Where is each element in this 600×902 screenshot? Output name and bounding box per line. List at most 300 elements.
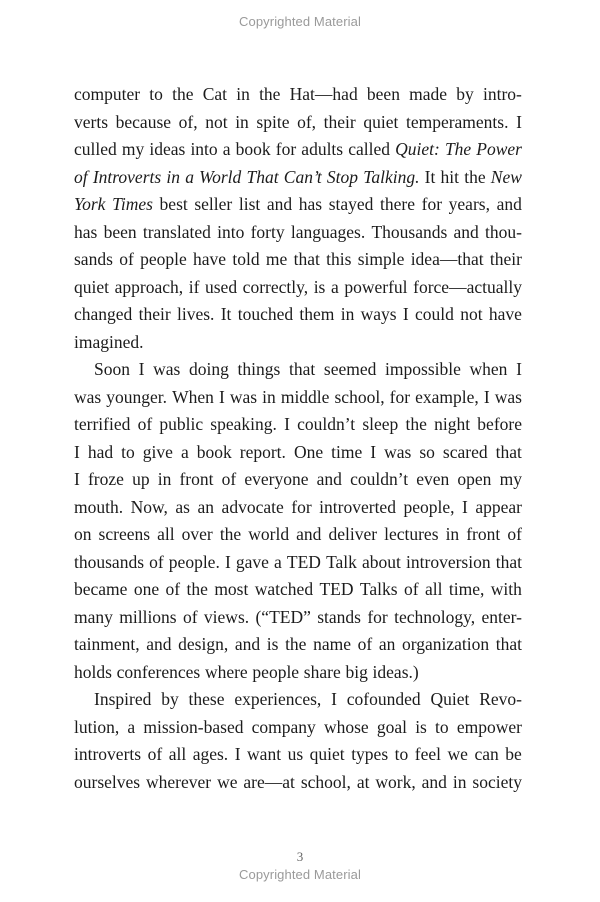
word: people. xyxy=(168,551,220,572)
word: to xyxy=(149,84,163,104)
word: has xyxy=(74,221,98,242)
word: a xyxy=(222,139,231,159)
word: we xyxy=(447,744,468,764)
word: my xyxy=(499,469,522,489)
word: middle xyxy=(280,386,330,407)
word: hit xyxy=(440,166,460,187)
word: share xyxy=(303,661,341,682)
word: verts xyxy=(74,111,109,132)
word: at xyxy=(356,771,370,792)
text-line xyxy=(74,301,522,329)
word: of xyxy=(165,579,181,599)
text-line xyxy=(74,686,522,714)
word: The xyxy=(444,139,472,159)
word: book xyxy=(235,139,271,159)
word: many xyxy=(74,606,113,627)
word: best xyxy=(159,194,188,214)
word: Stop xyxy=(326,166,359,187)
word: that xyxy=(288,359,316,379)
word: Revo- xyxy=(479,689,522,709)
word: World xyxy=(199,166,242,187)
text-line xyxy=(74,631,522,659)
word: was xyxy=(494,386,522,407)
word: impossible xyxy=(385,359,461,379)
word: approach, xyxy=(114,276,184,297)
word: TED xyxy=(319,579,354,599)
word: Quiet: xyxy=(395,139,440,159)
word: been xyxy=(103,221,137,242)
word: tainment, xyxy=(74,634,140,654)
word: was xyxy=(229,386,258,407)
word: I xyxy=(138,359,145,379)
word: ourselves xyxy=(74,771,141,792)
word: in xyxy=(157,469,172,489)
word: the xyxy=(259,84,281,104)
word: all xyxy=(168,744,187,764)
text-line xyxy=(74,466,522,494)
word: for xyxy=(275,139,297,159)
word: are—at xyxy=(243,771,295,792)
word: That xyxy=(246,166,279,187)
word: goal xyxy=(376,716,408,737)
word: one xyxy=(133,579,160,599)
paragraph xyxy=(74,686,522,796)
word: intro- xyxy=(482,84,522,104)
word: public xyxy=(159,414,204,434)
word: book xyxy=(196,441,232,462)
word: a xyxy=(127,716,136,737)
word: couldn’t xyxy=(350,469,409,489)
word: doing xyxy=(189,359,229,379)
word: scared xyxy=(442,441,488,462)
word: most xyxy=(214,579,249,599)
word: even xyxy=(416,469,450,489)
word: the xyxy=(464,166,486,187)
word: the xyxy=(186,579,208,599)
word: a xyxy=(185,166,194,187)
word: appear xyxy=(475,496,522,517)
word: ways xyxy=(360,304,397,324)
word: was xyxy=(153,359,181,379)
copyright-watermark-bottom: Copyrighted Material xyxy=(239,867,361,882)
word: in xyxy=(236,84,250,104)
word: seller xyxy=(194,194,233,214)
word: force—actually xyxy=(413,276,522,297)
word: of xyxy=(357,634,373,654)
word: was xyxy=(384,441,412,462)
word: everyone xyxy=(244,469,309,489)
word: in xyxy=(452,771,467,792)
word: into xyxy=(217,221,245,242)
word: I xyxy=(74,469,80,489)
word: temperaments. xyxy=(405,111,509,132)
word: not xyxy=(460,304,483,324)
word: before xyxy=(477,414,522,434)
word: people, xyxy=(403,496,455,517)
text-line xyxy=(74,81,522,109)
copyright-watermark-top: Copyrighted Material xyxy=(239,14,361,29)
word: One xyxy=(293,441,324,462)
word: on xyxy=(74,524,92,544)
word: for xyxy=(421,194,443,214)
word: I xyxy=(516,359,522,379)
word: mission-based xyxy=(143,716,244,737)
word: school, xyxy=(300,771,351,792)
text-line xyxy=(74,549,522,577)
word: can xyxy=(474,744,499,764)
word: for xyxy=(367,606,388,627)
word: is xyxy=(313,276,326,297)
word: in xyxy=(340,304,355,324)
word: and xyxy=(296,524,322,544)
word: me xyxy=(265,249,288,269)
word: is xyxy=(266,634,279,654)
word: types xyxy=(351,744,389,764)
book-page-body xyxy=(74,81,522,796)
word: us xyxy=(287,744,304,764)
word: of xyxy=(404,579,419,599)
word: speaking. xyxy=(210,414,277,434)
word: if xyxy=(188,276,200,297)
word: open xyxy=(457,469,492,489)
word: deliver xyxy=(328,524,378,544)
word: and xyxy=(266,194,293,214)
word: used xyxy=(205,276,238,297)
word: of xyxy=(119,249,134,269)
word: society xyxy=(472,771,522,792)
paragraph xyxy=(74,81,522,356)
text-line xyxy=(74,384,522,412)
word: lives. xyxy=(176,304,215,324)
word: things xyxy=(237,359,281,379)
word: Can’t xyxy=(283,166,322,187)
word: I xyxy=(370,441,377,462)
word: to xyxy=(435,716,449,737)
word: changed xyxy=(74,304,133,324)
word: example, xyxy=(415,386,479,407)
word: up xyxy=(132,469,150,489)
word: was xyxy=(74,386,102,407)
word: ideas xyxy=(149,139,186,159)
word: Talking. xyxy=(363,166,420,187)
word: front xyxy=(179,469,214,489)
text-line xyxy=(74,411,522,439)
word: an xyxy=(378,634,396,654)
word: Thousands xyxy=(371,221,448,242)
word: simple xyxy=(357,249,405,269)
text-line xyxy=(74,329,522,357)
word: the xyxy=(172,84,194,104)
word: called xyxy=(348,139,390,159)
text-line xyxy=(74,494,522,522)
word: have xyxy=(488,304,522,324)
text-line xyxy=(74,191,522,219)
word: (“TED” xyxy=(255,606,311,627)
word: enter- xyxy=(481,606,522,627)
text-line xyxy=(74,714,522,742)
word: I xyxy=(224,551,231,572)
word: It xyxy=(220,304,232,324)
word: company xyxy=(251,716,316,737)
word: adults xyxy=(301,139,344,159)
word: lectures xyxy=(384,524,439,544)
word: feel xyxy=(414,744,442,764)
word: holds xyxy=(74,661,112,682)
word: of, xyxy=(178,111,198,132)
text-line xyxy=(74,219,522,247)
text-line xyxy=(74,136,522,164)
word: quiet xyxy=(74,276,109,297)
word: powerful xyxy=(344,276,408,297)
word: and xyxy=(421,771,447,792)
word: where xyxy=(204,661,248,682)
word: technology, xyxy=(394,606,476,627)
word: work, xyxy=(375,771,416,792)
word: imagined. xyxy=(74,331,144,352)
word: I xyxy=(74,441,80,462)
word: name xyxy=(313,634,351,654)
word: world xyxy=(248,524,290,544)
word: there xyxy=(380,194,416,214)
word: spite xyxy=(256,111,290,132)
word: advocate xyxy=(221,496,284,517)
word: ages. xyxy=(192,744,229,764)
text-line xyxy=(74,274,522,302)
text-line xyxy=(74,521,522,549)
word: I xyxy=(218,386,225,407)
word: about xyxy=(362,551,401,572)
text-line xyxy=(74,246,522,274)
word: my xyxy=(121,139,145,159)
word: watched xyxy=(254,579,314,599)
word: conferences xyxy=(116,661,201,682)
word: years, xyxy=(448,194,490,214)
paragraph xyxy=(74,356,522,686)
word: told xyxy=(232,249,260,269)
word: experiences, xyxy=(234,689,322,709)
word: York xyxy=(74,194,106,214)
word: New xyxy=(490,166,522,187)
word: night xyxy=(434,414,471,434)
word: sands xyxy=(74,249,113,269)
word: want xyxy=(247,744,282,764)
word: Power xyxy=(476,139,522,159)
word: idea—that xyxy=(410,249,484,269)
word: that xyxy=(293,249,320,269)
word: by xyxy=(161,689,179,709)
page-number: 3 xyxy=(296,849,304,864)
word: and xyxy=(234,634,261,654)
word: Introverts xyxy=(92,166,162,187)
word: It xyxy=(424,166,436,187)
word: quiet xyxy=(363,111,399,132)
word: and xyxy=(453,221,479,242)
word: to xyxy=(394,744,409,764)
word: has xyxy=(298,194,323,214)
word: stayed xyxy=(328,194,374,214)
text-line xyxy=(74,109,522,137)
word: translated xyxy=(142,221,211,242)
word: all xyxy=(157,524,175,544)
word: a xyxy=(180,441,189,462)
text-line xyxy=(74,659,522,687)
text-line xyxy=(74,741,522,769)
word: I xyxy=(402,304,409,324)
word: quiet xyxy=(309,744,345,764)
word: this xyxy=(326,249,352,269)
word: mouth. xyxy=(74,496,124,517)
word: thousands xyxy=(74,551,144,572)
word: I xyxy=(284,414,290,434)
word: list xyxy=(238,194,261,214)
word: when xyxy=(469,359,508,379)
word: younger. xyxy=(106,386,168,407)
word: be xyxy=(505,744,522,764)
word: as xyxy=(175,496,190,517)
word: forty xyxy=(250,221,285,242)
word: of xyxy=(507,524,522,544)
word: their xyxy=(323,111,356,132)
word: Cat xyxy=(202,84,228,104)
word: froze xyxy=(87,469,124,489)
word: I xyxy=(234,744,241,764)
word: time xyxy=(331,441,363,462)
word: them xyxy=(299,304,335,324)
text-line xyxy=(74,576,522,604)
word: made xyxy=(409,84,448,104)
word: empower xyxy=(456,716,522,737)
word: and xyxy=(146,634,172,654)
word: for xyxy=(389,386,411,407)
word: languages. xyxy=(290,221,366,242)
word: into xyxy=(190,139,218,159)
word: and xyxy=(316,469,342,489)
word: for xyxy=(291,496,312,517)
word: the xyxy=(285,634,307,654)
word: time, xyxy=(448,579,485,599)
word: lution, xyxy=(74,716,120,737)
word: not xyxy=(205,111,228,132)
word: the xyxy=(405,414,427,434)
word: seemed xyxy=(323,359,377,379)
word: big xyxy=(345,661,368,682)
word: stands xyxy=(317,606,361,627)
word: report. xyxy=(239,441,286,462)
word: had xyxy=(87,441,114,462)
word: give xyxy=(142,441,173,462)
word: correctly, xyxy=(242,276,309,297)
word: of xyxy=(74,166,88,187)
text-line xyxy=(74,164,522,192)
word: of xyxy=(149,551,164,572)
word: because xyxy=(115,111,172,132)
word: Times xyxy=(112,194,153,214)
word: of xyxy=(147,744,163,764)
word: that xyxy=(495,634,522,654)
word: so xyxy=(419,441,435,462)
word: that xyxy=(495,551,522,572)
word: touched xyxy=(237,304,294,324)
word: been xyxy=(366,84,400,104)
word: of xyxy=(137,414,153,434)
word: wherever xyxy=(146,771,212,792)
word: I xyxy=(331,689,337,709)
word: the xyxy=(219,524,242,544)
word: views. xyxy=(203,606,250,627)
word: front xyxy=(466,524,501,544)
word: whose xyxy=(323,716,369,737)
word: Inspired xyxy=(94,689,152,709)
word: Talks xyxy=(359,579,398,599)
word: and xyxy=(496,194,522,214)
word: culled xyxy=(74,139,117,159)
word: their xyxy=(489,249,522,269)
word: these xyxy=(188,689,225,709)
word: people xyxy=(252,661,300,682)
word: thou- xyxy=(485,221,522,242)
word: introverts xyxy=(74,744,142,764)
word: Now, xyxy=(130,496,168,517)
word: in xyxy=(445,524,460,544)
word: computer xyxy=(74,84,141,104)
word: people xyxy=(140,249,187,269)
word: TED xyxy=(286,551,321,572)
word: became xyxy=(74,579,128,599)
text-line xyxy=(74,356,522,384)
word: ideas.) xyxy=(372,661,419,682)
word: I xyxy=(516,111,522,132)
word: their xyxy=(138,304,171,324)
word: a xyxy=(274,551,282,572)
word: terrified xyxy=(74,414,131,434)
word: couldn’t xyxy=(297,414,356,434)
word: of xyxy=(221,469,237,489)
word: school, xyxy=(334,386,385,407)
word: with xyxy=(490,579,522,599)
word: that xyxy=(495,441,522,462)
word: millions xyxy=(119,606,177,627)
word: a xyxy=(330,276,339,297)
word: cofounded xyxy=(346,689,421,709)
word: Talk xyxy=(326,551,357,572)
word: sleep xyxy=(362,414,399,434)
word: I xyxy=(462,496,468,517)
word: gave xyxy=(235,551,269,572)
word: we xyxy=(217,771,238,792)
word: to xyxy=(121,441,135,462)
word: all xyxy=(424,579,443,599)
word: is xyxy=(415,716,427,737)
word: I xyxy=(483,386,490,407)
word: have xyxy=(193,249,227,269)
text-line xyxy=(74,439,522,467)
word: Soon xyxy=(94,359,130,379)
word: could xyxy=(415,304,454,324)
word: design, xyxy=(178,634,229,654)
word: organization xyxy=(401,634,490,654)
word: by xyxy=(456,84,474,104)
word: in xyxy=(166,166,180,187)
word: an xyxy=(197,496,215,517)
word: Quiet xyxy=(430,689,470,709)
word: in xyxy=(235,111,249,132)
word: Hat—had xyxy=(289,84,358,104)
word: When xyxy=(172,386,214,407)
text-line xyxy=(74,604,522,632)
word: screens xyxy=(98,524,151,544)
text-line xyxy=(74,769,522,797)
word: over xyxy=(181,524,213,544)
